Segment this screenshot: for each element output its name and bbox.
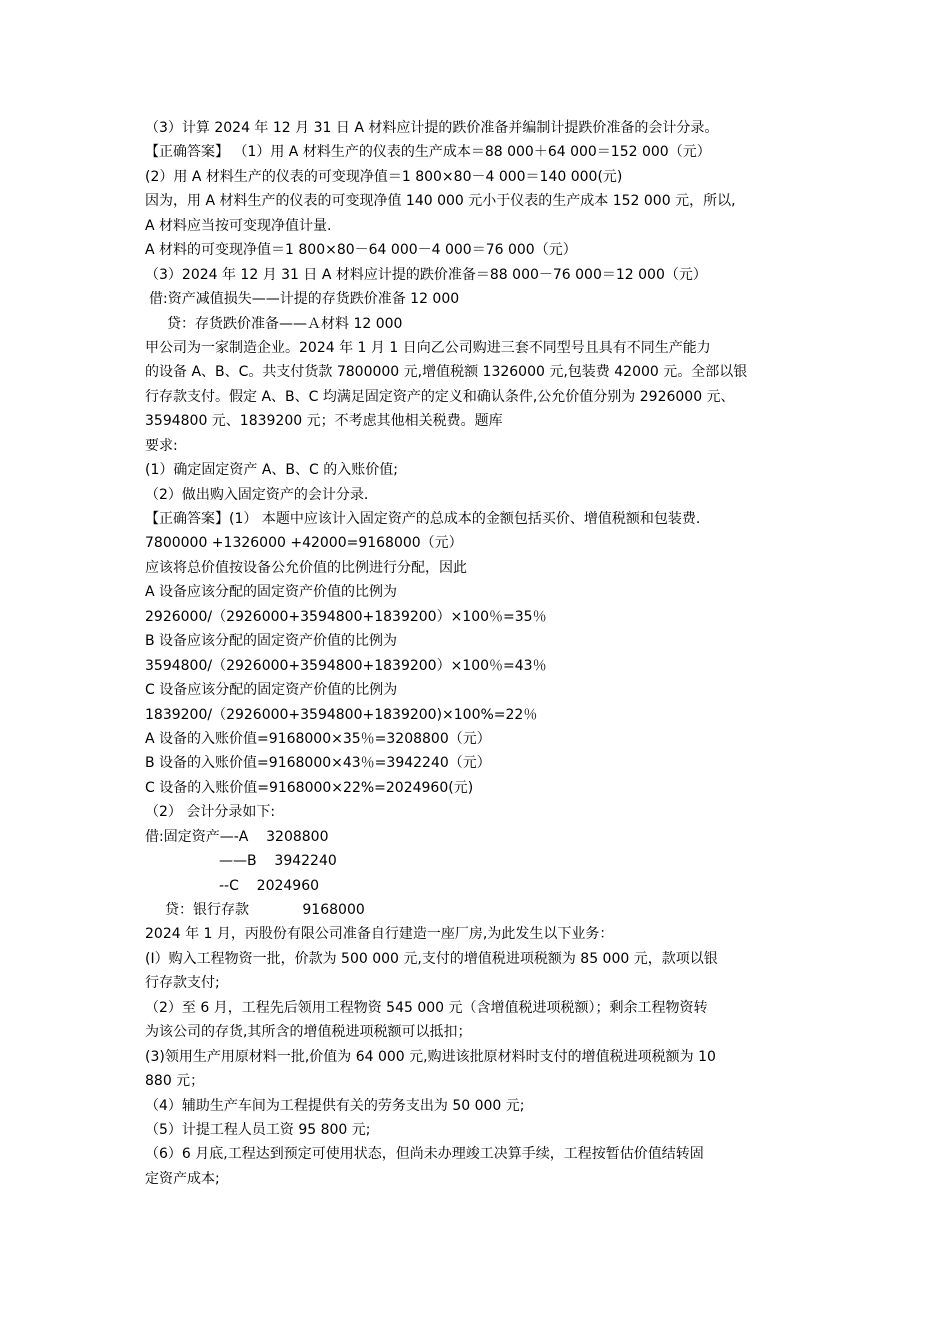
text-line: 2024 年 1 月，丙股份有限公司准备自行建造一座厂房,为此发生以下业务： bbox=[145, 926, 614, 943]
text-line: 3594800/（2926000+3594800+1839200）×100％=43％ bbox=[145, 657, 547, 674]
text-line: 借:固定资产—-A 3208800 bbox=[145, 828, 329, 845]
document-page bbox=[145, 116, 825, 1191]
text-line: B 设备的入账价值=9168000×43％=3942240（元） bbox=[145, 755, 491, 772]
text-line: 2926000/（2926000+3594800+1839200）×100％=35％ bbox=[145, 608, 547, 625]
text-line: 甲公司为一家制造企业。2024 年 1 月 1 日向乙公司购进三套不同型号且具有不同生产能力 bbox=[145, 339, 711, 356]
text-line: --C 2024960 bbox=[219, 877, 320, 894]
text-line: (3)领用生产用原材料一批,价值为 64 000 元,购进该批原材料时支付的增值税进项税额为 10 bbox=[145, 1048, 716, 1065]
text-line: 贷：存货跌价准备——Ａ材料 12 000 bbox=[167, 315, 403, 332]
text-line: 880 元； bbox=[145, 1073, 205, 1090]
text-line: A 设备应该分配的固定资产价值的比例为 bbox=[145, 584, 398, 601]
text-line: （4）辅助生产车间为工程提供有关的劳务支出为 50 000 元; bbox=[145, 1097, 525, 1114]
text-line: B 设备应该分配的固定资产价值的比例为 bbox=[145, 633, 398, 650]
text-line: 为该公司的存货,其所含的增值税进项税额可以抵扣； bbox=[145, 1024, 472, 1041]
text-line: 行存款支付。假定 A、B、C 均满足固定资产的定义和确认条件,公允价值分别为 2926000 元、 bbox=[145, 388, 735, 405]
text-line: 【正确答案】(1） 本题中应该计入固定资产的总成本的金额包括买价、增值税额和包装费. bbox=[145, 511, 701, 527]
text-line: 1839200/（2926000+3594800+1839200)×100%=22％ bbox=[145, 706, 538, 723]
text-line: （3）2024 年 12 月 31 日 A 材料应计提的跌价准备＝88 000－76 000＝12 000（元） bbox=[145, 266, 707, 283]
text-line: ——B 3942240 bbox=[219, 853, 337, 870]
text-line: (1）确定固定资产 A、B、C 的入账价值; bbox=[145, 462, 398, 479]
text-line: 要求: bbox=[145, 437, 178, 454]
text-line: A 材料应当按可变现净值计量. bbox=[145, 217, 332, 234]
text-line: C 设备应该分配的固定资产价值的比例为 bbox=[145, 682, 398, 699]
text-line: A 材料的可变现净值＝1 800×80－64 000－4 000＝76 000（元） bbox=[145, 242, 577, 259]
text-line: （2）做出购入固定资产的会计分录. bbox=[145, 486, 369, 503]
text-line: 7800000 +1326000 +42000=9168000（元） bbox=[145, 535, 463, 552]
text-line: (2）用 A 材料生产的仪表的可变现净值＝1 800×80－4 000＝140 000(元) bbox=[145, 168, 623, 185]
text-line: A 设备的入账价值=9168000×35％=3208800（元） bbox=[145, 730, 491, 747]
text-line: （2）至 6 月，工程先后领用工程物资 545 000 元（含增值税进项税额）；剩余工程物资转 bbox=[145, 999, 708, 1016]
text-line: 借:资产减值损失——计提的存货跌价准备 12 000 bbox=[149, 291, 460, 308]
text-line: 的设备 A、B、C。共支付货款 7800000 元,增值税额 1326000 元,包装费 42000 元。全部以银 bbox=[145, 364, 748, 381]
text-line: 因为，用 A 材料生产的仪表的可变现净值 140 000 元小于仪表的生产成本 152 000 元，所以, bbox=[145, 193, 736, 210]
text-line: （5）计提工程人员工资 95 800 元; bbox=[145, 1121, 371, 1138]
text-line: （6）6 月底,工程达到预定可使用状态，但尚未办理竣工决算手续，工程按暂估价值结转固 bbox=[145, 1146, 704, 1163]
text-line: 3594800 元、1839200 元；不考虑其他相关税费。题库 bbox=[145, 413, 503, 430]
text-line: C 设备的入账价值=9168000×22%=2024960(元) bbox=[145, 779, 474, 796]
text-line: 【正确答案】 （1）用 A 材料生产的仪表的生产成本＝88 000＋64 000＝152 000（元） bbox=[145, 144, 711, 161]
text-line: 定资产成本; bbox=[145, 1170, 220, 1187]
text-line: （3）计算 2024 年 12 月 31 日 A 材料应计提的跌价准备并编制计提跌价准备的会计分录。 bbox=[145, 120, 719, 136]
text-line: 贷：银行存款 9168000 bbox=[165, 902, 365, 918]
text-line: 行存款支付; bbox=[145, 975, 220, 992]
text-line: （2） 会计分录如下: bbox=[145, 804, 276, 821]
text-line: (I）购入工程物资一批，价款为 500 000 元,支付的增值税进项税额为 85 000 元，款项以银 bbox=[145, 950, 718, 967]
text-line: 应该将总价值按设备公允价值的比例进行分配，因此 bbox=[145, 559, 467, 576]
